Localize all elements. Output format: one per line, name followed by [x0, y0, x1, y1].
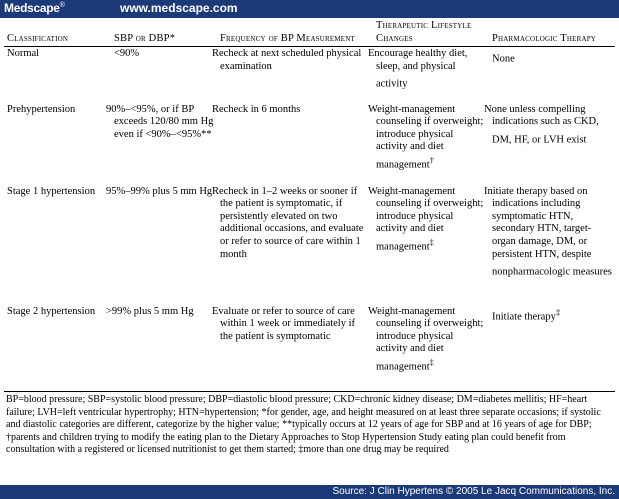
cell-classification: Prehypertension — [7, 103, 76, 115]
table-row — [4, 305, 615, 393]
cell-frequency: Recheck at next scheduled physical examination — [212, 48, 362, 72]
cell-pharma: None unless compelling indications such as CKD, DM, HF, or LVH exist — [484, 103, 599, 146]
header-sbp-dbp: SBP or DBP* — [111, 19, 217, 47]
cell-frequency: Recheck in 1–2 weeks or sooner if the patient is symptomatic, if persistently elevated on two additional occasions, and evaluate or refer to source of care within 1 month — [212, 185, 364, 260]
cell-tlc: Encourage healthy diet, sleep, and physical activity — [368, 48, 468, 90]
cell-sbp-dbp: 95%–99% plus 5 mm Hg — [106, 185, 213, 197]
table-footnote: BP=blood pressure; SBP=systolic blood pressure; DBP=diastolic blood pressure; CKD=chronic kidney disease; DM=diabetes mellitis; HF=heart failure; LVH=left ventricular hypertrophy; HTN=hypertension; *for gender, age, and height measured on at least three separate occasions; if systolic and diastolic categories are different, categorize by the higher value; **typically occurs at 12 years of age for SBP and at 16 years of age for DBP; †parents and children trying to modify the eating plan to the Dietary Approaches to Stop Hypertension Study eating plan could benefit from consultation with a registered or licensed nutritionist to get them started; ‡more than one drug may be required — [4, 391, 615, 457]
medscape-logo[interactable]: Medscape® — [4, 1, 65, 15]
cell-sbp-dbp: 90%–<95%, or if BP exceeds 120/80 mm Hg even if <90%–<95%** — [106, 103, 214, 140]
header-frequency: Frequency of BP Measurement — [217, 19, 373, 47]
table-row — [4, 185, 615, 305]
cell-classification: Stage 1 hypertension — [7, 185, 96, 197]
cell-classification: Normal — [7, 48, 40, 60]
header-tlc: Therapeutic Lifestyle Changes — [373, 19, 489, 47]
cell-tlc: Weight-management counseling if overweight; introduce physical activity and diet management† — [368, 103, 484, 171]
header-classification: Classification — [4, 19, 111, 47]
source-credit: Source: J Clin Hypertens © 2005 Le Jacq Communications, Inc. — [0, 485, 619, 499]
table-header-row — [4, 19, 615, 47]
header-pharma: Pharmacologic Therapy — [489, 19, 615, 47]
cell-pharma: Initiate therapy based on indications including symptomatic HTN, secondary HTN, target-organ damage, DM, or persistent HTN, despite nonpharmacologic measures — [484, 185, 612, 278]
cell-frequency: Recheck in 6 months — [212, 103, 301, 115]
table-row — [4, 103, 615, 185]
cell-classification: Stage 2 hypertension — [7, 305, 96, 317]
cell-tlc: Weight-management counseling if overweight; introduce physical activity and diet management‡ — [368, 305, 484, 373]
bp-classification-table — [4, 19, 615, 393]
site-url-link[interactable]: www.medscape.com — [120, 1, 238, 15]
table-row — [4, 47, 615, 103]
cell-frequency: Evaluate or refer to source of care within 1 week or immediately if the patient is symptomatic — [212, 305, 356, 342]
cell-sbp-dbp: <90% — [114, 48, 140, 60]
cell-tlc: Weight-management counseling if overweight; introduce physical activity and diet management‡ — [368, 185, 484, 253]
header-bar — [0, 0, 619, 18]
cell-sbp-dbp: >99% plus 5 mm Hg — [106, 305, 194, 317]
cell-pharma: Initiate therapy‡ — [492, 306, 561, 323]
cell-pharma: None — [492, 53, 515, 65]
